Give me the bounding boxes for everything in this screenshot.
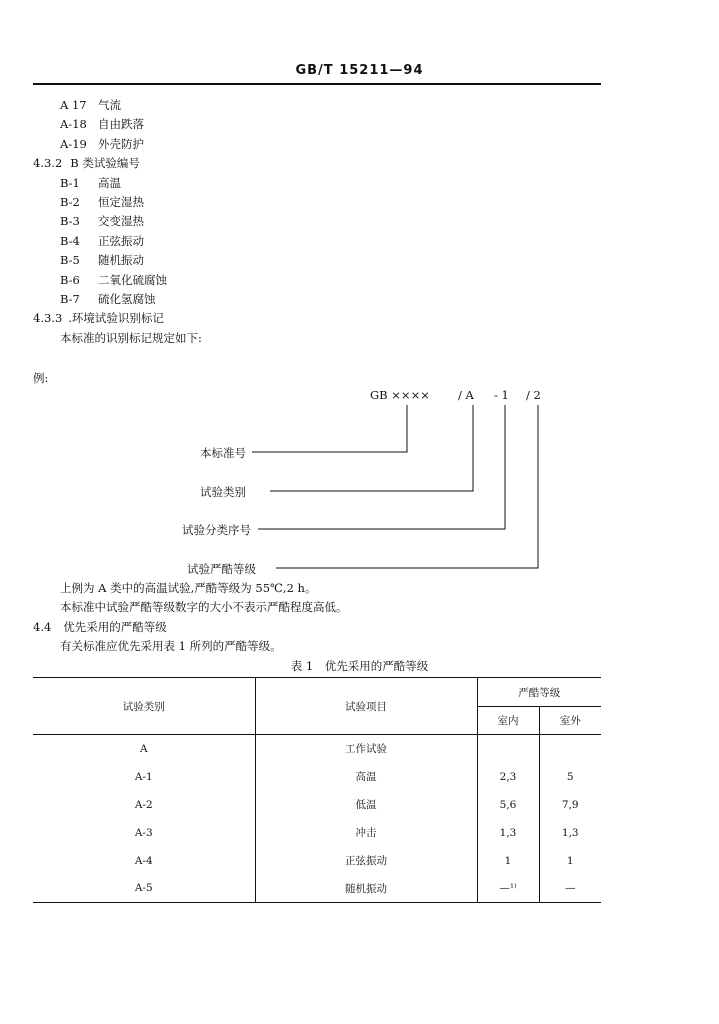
item-name: 高温 — [98, 176, 121, 190]
cell-category: A-4 — [33, 847, 255, 875]
header-severity: 严酷等级 — [477, 678, 601, 707]
code-severity: / 2 — [526, 388, 541, 402]
cell-category: A-5 — [33, 875, 255, 903]
standard-number-header: GB/T 15211—94 — [295, 63, 424, 78]
example-label: 例: — [33, 371, 49, 385]
severity-table — [33, 677, 601, 903]
example-note: 本标准中试验严酷等级数字的大小不表示严酷程度高低。 — [60, 600, 348, 614]
cell-outdoor — [539, 735, 601, 763]
table-row — [33, 735, 601, 763]
label-severity: 试验严酷等级 — [187, 562, 256, 576]
item-code: B-5 — [60, 253, 80, 267]
item-code: B-6 — [60, 273, 80, 287]
cell-item: 正弦振动 — [255, 847, 477, 875]
leader-category — [270, 405, 473, 491]
cell-outdoor: 1 — [566, 854, 574, 867]
section-body: 有关标准应优先采用表 1 所列的严酷等级。 — [60, 639, 282, 653]
table-row — [33, 763, 601, 791]
section-title: 优先采用的严酷等级 — [63, 620, 167, 634]
cell-indoor: 2,3 — [477, 763, 539, 791]
item-name: 二氧化硫腐蚀 — [98, 273, 167, 287]
cell-category: A-3 — [33, 819, 255, 847]
cell-outdoor: 1,3 — [561, 826, 579, 839]
item-name: 自由跌落 — [98, 117, 144, 131]
header-indoor: 室内 — [477, 707, 539, 735]
item-name: 交变湿热 — [98, 214, 144, 228]
cell-outdoor: 5 — [566, 770, 574, 783]
item-code: B-1 — [60, 176, 80, 190]
item-name: 硫化氢腐蚀 — [98, 292, 156, 306]
header-item: 试验项目 — [255, 678, 477, 735]
header-category: 试验类别 — [33, 678, 255, 735]
cell-item: 冲击 — [255, 819, 477, 847]
cell-item: 高温 — [255, 763, 477, 791]
cell-item: 低温 — [255, 791, 477, 819]
cell-indoor: 1,3 — [477, 819, 539, 847]
section-number: 4.3.3 — [33, 311, 63, 325]
cell-category: A — [33, 735, 255, 763]
cell-category: A-1 — [33, 763, 255, 791]
cell-indoor: 5,6 — [477, 791, 539, 819]
code-sequence: - 1 — [494, 388, 509, 402]
table-row — [33, 791, 601, 819]
code-category: / A — [458, 388, 474, 402]
cell-indoor: 1 — [477, 847, 539, 875]
item-name: 恒定湿热 — [98, 195, 144, 209]
code-gb: GB ×××× — [370, 388, 430, 402]
table-caption: 表 1 优先采用的严酷等级 — [290, 659, 429, 673]
item-code: A 17 — [60, 98, 87, 112]
label-sequence: 试验分类序号 — [182, 523, 251, 537]
cell-item: 随机振动 — [255, 875, 477, 903]
table-row — [33, 819, 601, 847]
table-row — [33, 847, 601, 875]
item-code: B-2 — [60, 195, 80, 209]
item-code: A-18 — [60, 117, 87, 131]
cell-indoor — [477, 735, 539, 763]
label-category: 试验类别 — [200, 485, 246, 499]
item-code: B-4 — [60, 234, 80, 248]
leader-standard-number — [252, 405, 407, 452]
section-number: 4.3.2 — [33, 156, 63, 170]
cell-outdoor: 7,9 — [561, 798, 579, 811]
cell-item: 工作试验 — [255, 735, 477, 763]
item-name: 正弦振动 — [98, 234, 144, 248]
item-code: A-19 — [60, 137, 87, 151]
section-heading-4-4 — [33, 619, 167, 635]
leader-sequence — [258, 405, 505, 529]
table-row — [33, 875, 601, 903]
item-code: B-3 — [60, 214, 80, 228]
section-number: 4.4 — [33, 620, 52, 634]
cell-indoor: —¹⁾ — [477, 875, 539, 903]
item-name: 随机振动 — [98, 253, 144, 267]
section-body: 本标准的识别标记规定如下: — [60, 331, 202, 345]
item-code: B-7 — [60, 292, 80, 306]
label-standard-number: 本标准号 — [200, 446, 246, 460]
section-title: B 类试验编号 — [70, 156, 140, 170]
item-name: 外壳防护 — [98, 137, 144, 151]
cell-outdoor: — — [539, 875, 601, 903]
item-name: 气流 — [98, 98, 121, 112]
section-title: .环境试验识别标记 — [68, 311, 164, 325]
cell-category: A-2 — [33, 791, 255, 819]
header-outdoor: 室外 — [539, 707, 601, 735]
example-note: 上例为 A 类中的高温试验,严酷等级为 55℃,2 h。 — [60, 581, 317, 595]
